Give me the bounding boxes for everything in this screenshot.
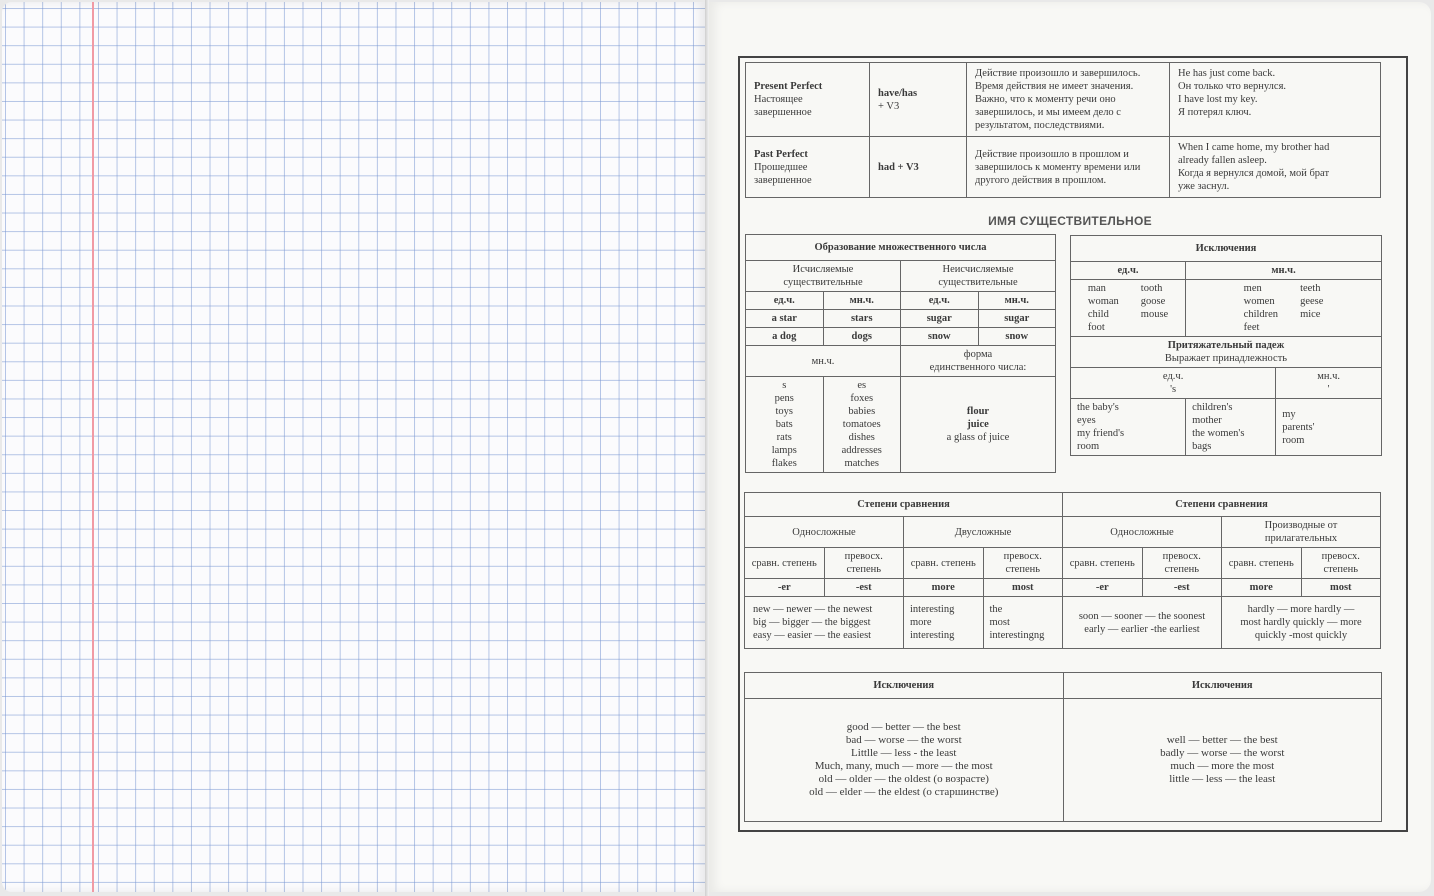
es-ending-list	[823, 377, 901, 473]
list-item: children	[1243, 309, 1279, 320]
list-item: bags	[1192, 441, 1212, 452]
list-item: woman	[1087, 296, 1119, 307]
countable-header: Исчисляемые существительные	[746, 261, 901, 292]
degrees-title: Степени сравнения	[745, 493, 1063, 517]
singular-exceptions	[1071, 280, 1186, 337]
list-item: tomatoes	[842, 419, 881, 430]
comparative-header: сравн. степень	[745, 548, 825, 579]
list-item: the women's	[1192, 428, 1245, 439]
example-line: He has just come back.	[1178, 68, 1276, 79]
example-line: more	[910, 617, 932, 628]
desc-line: результатом, последствиями.	[975, 120, 1105, 131]
list-item: much — more the most	[1170, 760, 1275, 772]
list-item: mother	[1192, 415, 1222, 426]
table-row	[746, 328, 1056, 346]
list-item: addresses	[841, 445, 882, 456]
example-line: I have lost my key.	[1178, 94, 1258, 105]
list-item: flakes	[771, 458, 797, 469]
label-line: 's	[1170, 384, 1177, 395]
label-line: единственного числа:	[929, 362, 1027, 373]
pl-header: мн.ч.	[823, 292, 901, 310]
sg-header: ед.ч.	[901, 292, 979, 310]
label-line: '	[1327, 384, 1330, 395]
list-item: little — less — the least	[1169, 773, 1276, 785]
list-item: a glass of juice	[946, 432, 1010, 443]
desc-line: Важно, что к моменту речи оно	[975, 94, 1116, 105]
list-item: matches	[844, 458, 879, 469]
table-row	[746, 137, 1381, 198]
possessive-examples	[1071, 399, 1186, 456]
table-cell: stars	[823, 310, 901, 328]
list-item: old — elder — the eldest (о старшинстве)	[809, 786, 999, 798]
table-cell: sugar	[901, 310, 979, 328]
label-line: мн.ч.	[1317, 371, 1341, 382]
tense-ru: Прошедшее	[754, 161, 808, 173]
table-row	[746, 310, 1056, 328]
suffix-cell: -est	[1142, 579, 1222, 597]
desc-line: другого действия в прошлом.	[975, 174, 1107, 186]
list-item: lamps	[771, 445, 797, 456]
group-header: Производные от прилагательных	[1222, 517, 1381, 548]
suffix-cell: most	[983, 579, 1063, 597]
list-item: dishes	[848, 432, 875, 443]
tense-title: Past Perfect	[754, 148, 808, 160]
s-ending-list	[746, 377, 824, 473]
word-columns	[1077, 282, 1179, 334]
example-line: big — bigger — the biggest	[753, 617, 871, 628]
list-item: old — older — the oldest (о возрасте)	[818, 773, 989, 785]
example-cell	[983, 597, 1063, 649]
tense-description	[967, 137, 1170, 198]
list-item: pens	[774, 393, 794, 404]
comparative-header: сравн. степень	[1063, 548, 1143, 579]
example-cell	[1222, 597, 1381, 649]
example-line: early — earlier -the earliest	[1084, 623, 1200, 635]
list-item: foxes	[850, 393, 874, 404]
label-line: форма	[963, 349, 993, 360]
list-item: well — better — the best	[1166, 734, 1278, 746]
example-line: soon — sooner — the soonest	[1078, 610, 1206, 622]
word-column	[1088, 282, 1119, 334]
plural-exceptions	[1186, 280, 1382, 337]
list-item: rats	[776, 432, 792, 443]
degrees-title: Степени сравнения	[1063, 493, 1381, 517]
group-header: Односложные	[745, 517, 904, 548]
possessive-sg-header	[1071, 368, 1276, 399]
tense-ru: Настоящее	[754, 94, 803, 105]
plural-label: мн.ч.	[746, 346, 901, 377]
tense-formula	[870, 63, 967, 137]
table-cell: dogs	[823, 328, 901, 346]
tense-formula	[870, 137, 967, 198]
example-line: When I came home, my brother had	[1178, 142, 1330, 153]
example-cell	[745, 597, 904, 649]
list-item: s	[782, 380, 787, 391]
table-cell: snow	[978, 328, 1056, 346]
example-cell	[1063, 597, 1222, 649]
example-line: interesting	[910, 604, 955, 615]
list-item: bad — worse — the worst	[845, 734, 962, 746]
suffix-cell: -est	[824, 579, 904, 597]
list-item: bats	[775, 419, 793, 430]
group-header: Односложные	[1063, 517, 1222, 548]
list-item: man	[1087, 283, 1106, 294]
exceptions-title: Исключения	[745, 673, 1064, 699]
list-item: parents'	[1282, 421, 1315, 433]
list-item: men	[1243, 283, 1262, 294]
list-item: room	[1077, 441, 1100, 452]
list-item: room	[1282, 434, 1305, 446]
list-item: my	[1282, 408, 1296, 420]
table-cell: sugar	[978, 310, 1056, 328]
comparison-degrees-table	[744, 492, 1381, 649]
tenses-table	[745, 62, 1381, 198]
desc-line: Время действия не имеет значения.	[975, 81, 1134, 92]
possessive-examples	[1186, 399, 1276, 456]
exceptions-title: Исключения	[1063, 673, 1382, 699]
desc-line: Действие произошло в прошлом и	[975, 148, 1129, 160]
tense-name	[746, 137, 870, 198]
list-item: foot	[1087, 322, 1105, 333]
list-item: juice	[967, 419, 989, 430]
comparison-exceptions-table	[744, 672, 1382, 822]
example-line: уже заснул.	[1178, 181, 1230, 192]
superlative-header: превосх. степень	[1301, 548, 1381, 579]
suffix-cell: more	[1222, 579, 1302, 597]
pl-header: мн.ч.	[978, 292, 1056, 310]
list-item: flour	[966, 406, 990, 417]
irregular-adjectives	[745, 699, 1064, 822]
tense-examples	[1170, 63, 1381, 137]
list-item: es	[857, 380, 867, 391]
pl-header: мн.ч.	[1186, 262, 1382, 280]
suffix-cell: -er	[1063, 579, 1143, 597]
word-column	[1141, 282, 1168, 334]
suffix-cell: most	[1301, 579, 1381, 597]
table-cell: a star	[746, 310, 824, 328]
list-item: child	[1087, 309, 1109, 320]
list-item: goose	[1140, 296, 1166, 307]
uncountable-header: Неисчисляемые существительные	[901, 261, 1056, 292]
example-line: hardly — more hardly —	[1247, 604, 1355, 615]
label-line: ед.ч.	[1162, 371, 1184, 382]
exceptions-title: Исключения	[1071, 236, 1382, 262]
grid-notebook-page	[2, 2, 706, 892]
example-line: easy — easier — the easiest	[753, 630, 872, 641]
plural-table	[745, 234, 1056, 473]
desc-line: Действие произошло и завершилось.	[975, 68, 1141, 79]
list-item: Much, many, much — more — the most	[814, 760, 993, 772]
superlative-header: превосх. степень	[983, 548, 1063, 579]
example-line: most hardly quickly — more	[1240, 617, 1362, 628]
example-line: new — newer — the newest	[753, 604, 873, 615]
formula-text: had + V3	[878, 161, 919, 173]
possessive-subtitle: Выражает принадлежность	[1164, 353, 1288, 364]
word-column	[1300, 282, 1323, 334]
list-item: geese	[1300, 296, 1324, 307]
list-item: tooth	[1140, 283, 1163, 294]
suffix-cell: more	[904, 579, 984, 597]
suffix-cell: -er	[745, 579, 825, 597]
plural-title: Образование множественного числа	[746, 235, 1056, 261]
superlative-header: превосх. степень	[1142, 548, 1222, 579]
list-item: good — better — the best	[846, 721, 961, 733]
reference-page	[709, 2, 1431, 892]
tense-ru: завершенное	[754, 107, 812, 118]
word-column	[1244, 282, 1278, 334]
tense-ru: завершенное	[754, 174, 812, 186]
possessive-examples	[1276, 399, 1382, 456]
uncountable-examples	[901, 377, 1056, 473]
comparative-header: сравн. степень	[904, 548, 984, 579]
tense-title: Present Perfect	[754, 81, 823, 92]
example-line: most	[989, 617, 1010, 628]
list-item: mice	[1300, 309, 1321, 320]
possessive-pl-header	[1276, 368, 1382, 399]
tense-description	[967, 63, 1170, 137]
list-item: children's	[1192, 402, 1233, 413]
list-item: my friend's	[1077, 428, 1125, 439]
tense-examples	[1170, 137, 1381, 198]
possessive-header	[1071, 337, 1382, 368]
example-line: quickly -most quickly	[1254, 630, 1348, 641]
group-header: Двусложные	[904, 517, 1063, 548]
list-item: babies	[848, 406, 876, 417]
example-cell	[904, 597, 984, 649]
list-item: feet	[1243, 322, 1260, 333]
example-line: Когда я вернулся домой, мой брат	[1178, 168, 1330, 179]
tense-name	[746, 63, 870, 137]
example-line: already fallen asleep.	[1178, 155, 1267, 166]
list-item: mouse	[1140, 309, 1169, 320]
example-line: the	[989, 604, 1003, 615]
example-line: Я потерял ключ.	[1178, 107, 1252, 118]
list-item: eyes	[1077, 415, 1096, 426]
formula-text: have/has	[878, 87, 918, 99]
noun-exceptions-table	[1070, 235, 1382, 456]
singular-form-label	[901, 346, 1056, 377]
table-row	[745, 579, 1381, 597]
desc-line: завершилось к моменту времени или	[975, 161, 1141, 173]
example-line: Он только что вернулся.	[1178, 81, 1287, 92]
table-cell: snow	[901, 328, 979, 346]
comparative-header: сравн. степень	[1222, 548, 1302, 579]
list-item: toys	[775, 406, 793, 417]
section-title: ИМЯ СУЩЕСТВИТЕЛЬНОЕ	[988, 214, 1152, 228]
sg-header: ед.ч.	[746, 292, 824, 310]
list-item: women	[1243, 296, 1275, 307]
list-item: Littlle — less - the least	[851, 747, 957, 759]
sg-header: ед.ч.	[1071, 262, 1186, 280]
formula-text: + V3	[878, 100, 900, 112]
irregular-adverbs	[1063, 699, 1382, 822]
list-item: badly — worse — the worst	[1160, 747, 1285, 759]
superlative-header: превосх. степень	[824, 548, 904, 579]
table-cell: a dog	[746, 328, 824, 346]
list-item: the baby's	[1077, 402, 1119, 413]
desc-line: завершилось, и мы имеем дело с	[975, 107, 1121, 118]
margin-line	[92, 2, 94, 892]
example-line: interestingng	[989, 630, 1045, 641]
word-columns	[1192, 282, 1375, 334]
table-row	[746, 63, 1381, 137]
list-item: teeth	[1300, 283, 1321, 294]
possessive-title: Притяжательный падеж	[1167, 340, 1285, 351]
table-row	[745, 597, 1381, 649]
example-line: interesting	[910, 630, 955, 641]
